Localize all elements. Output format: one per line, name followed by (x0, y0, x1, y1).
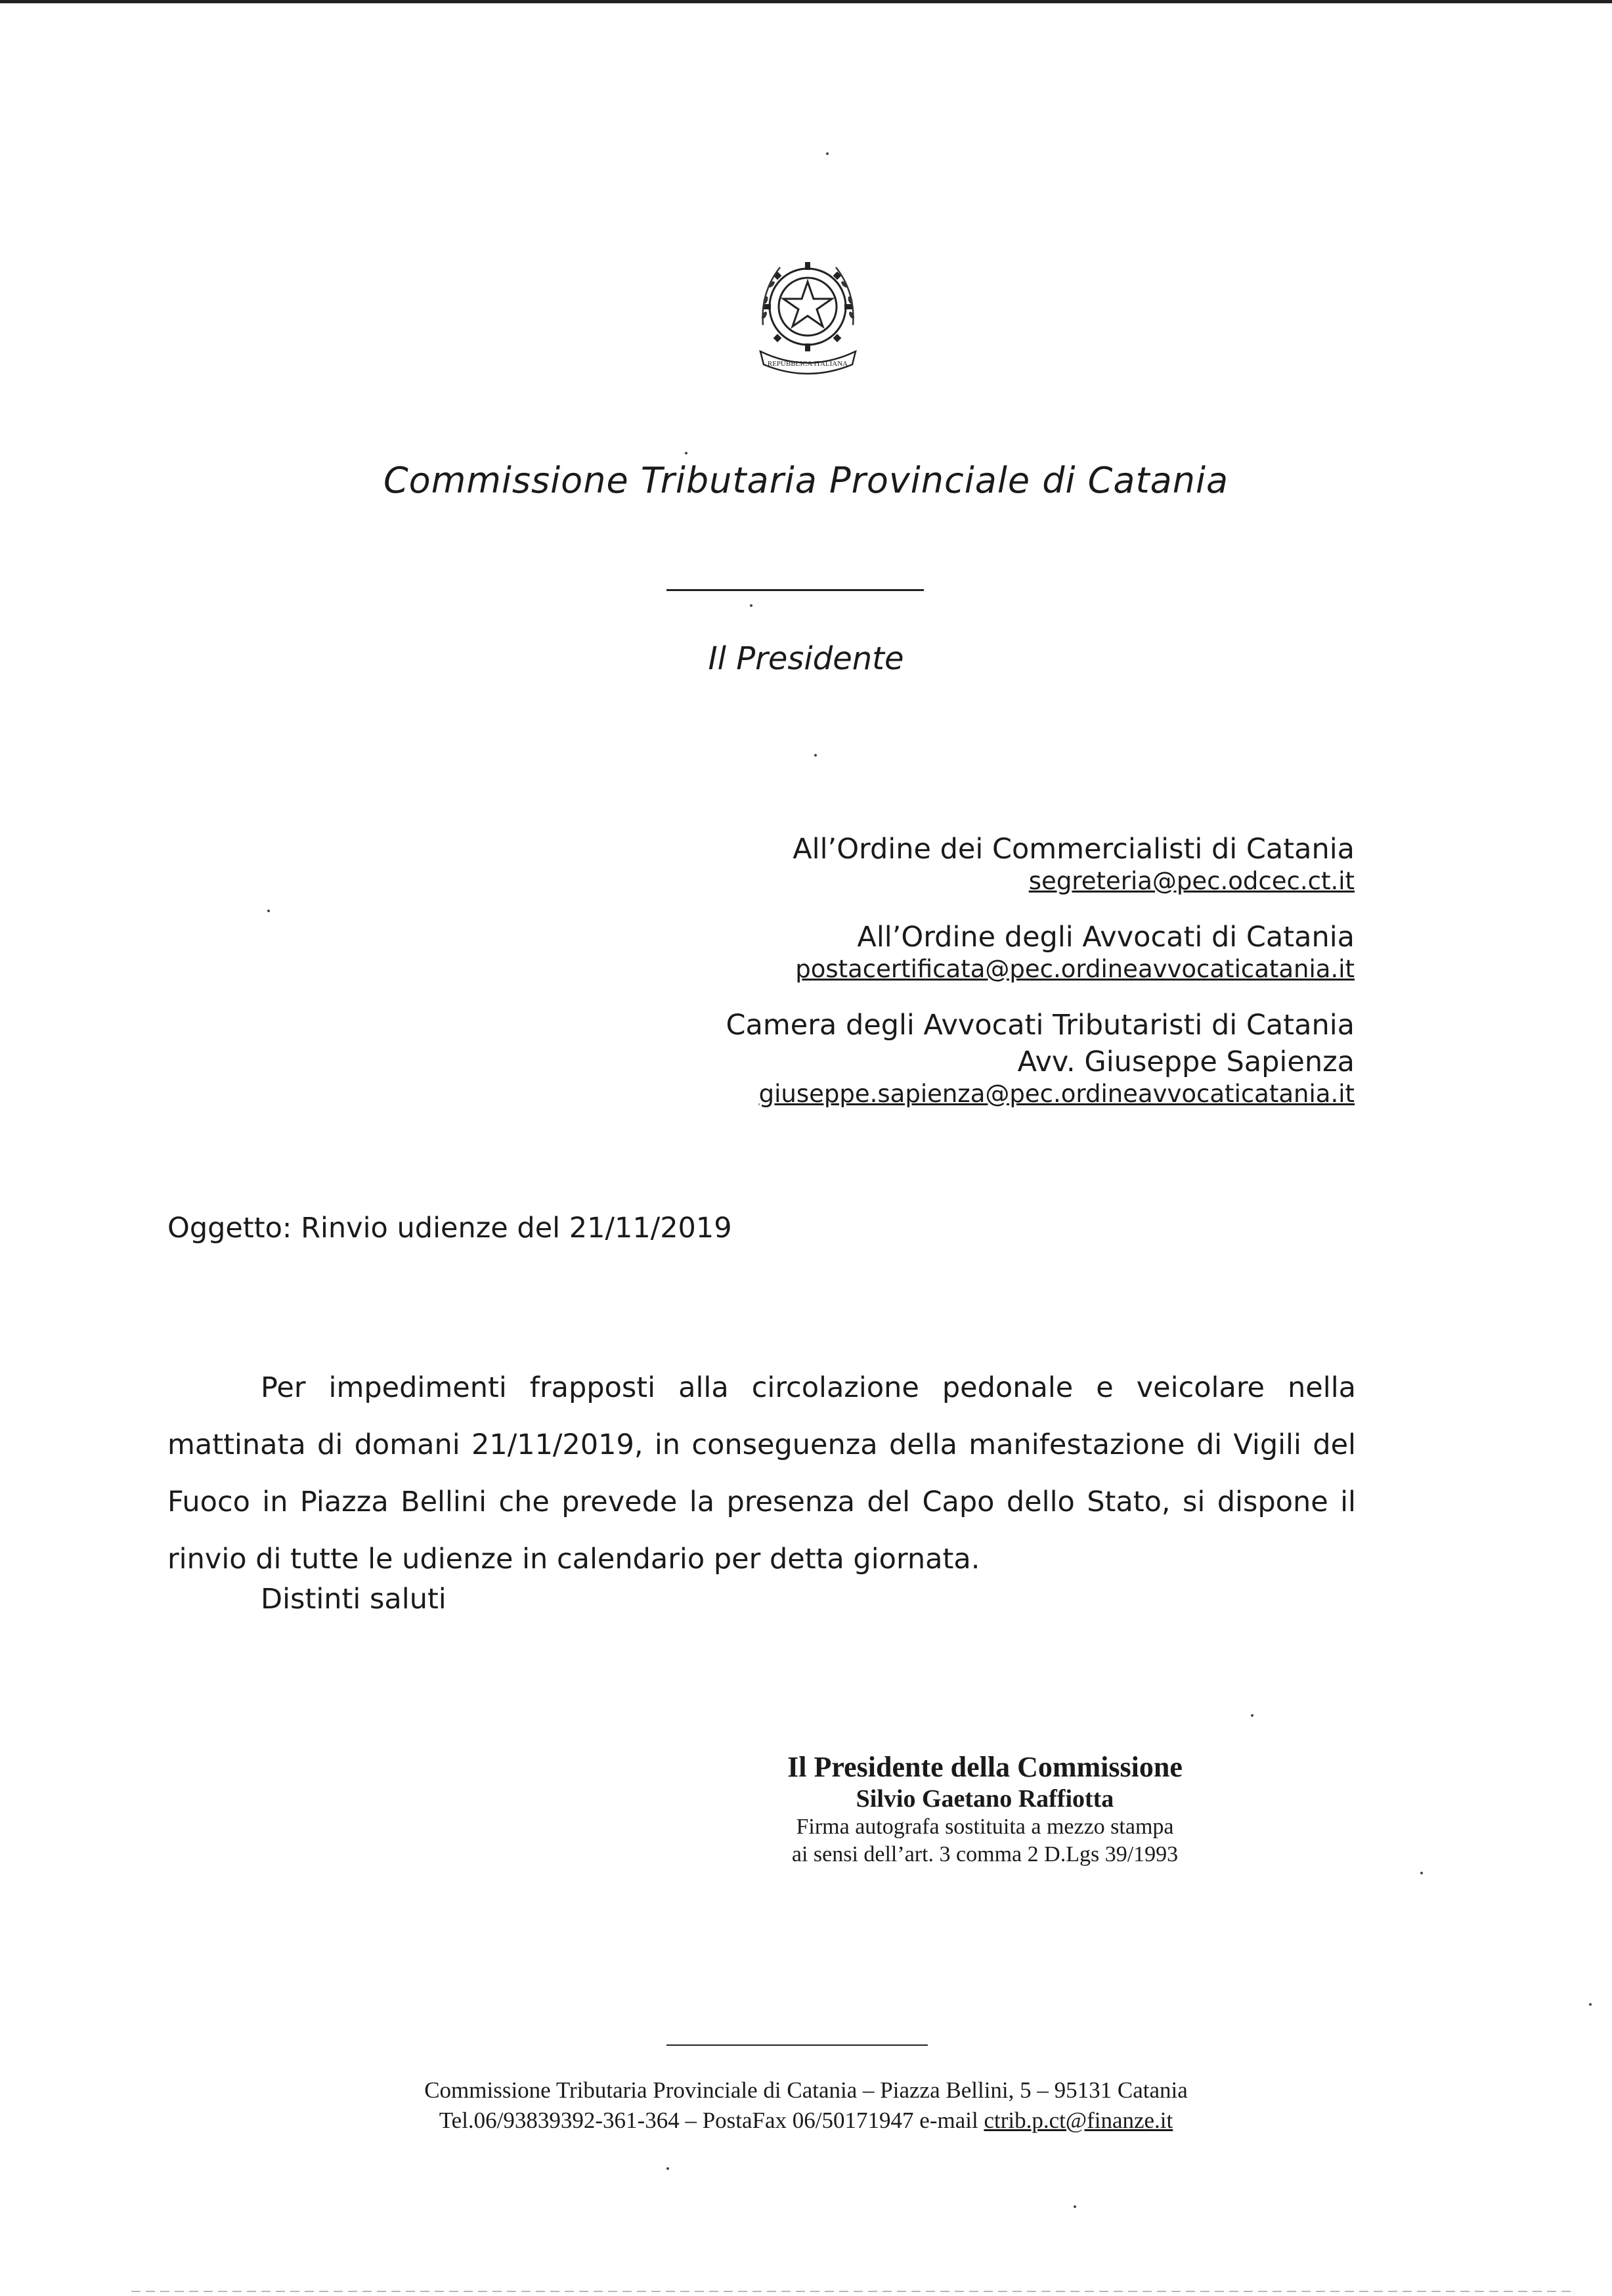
scan-speck (666, 2167, 669, 2170)
recipients-block (567, 831, 1355, 1132)
scan-top-border (0, 0, 1612, 3)
recipient-email-link[interactable]: segreteria@pec.odcec.ct.it (1028, 867, 1355, 895)
scan-speck (1074, 2205, 1076, 2208)
footer-email-link[interactable]: ctrib.p.ct@finanze.it (984, 2108, 1173, 2133)
recipient-name: All’Ordine degli Avvocati di Catania (857, 921, 1355, 954)
recipient-name: Camera degli Avvocati Tributaristi di Catania (726, 1009, 1355, 1042)
scan-bottom-noise (131, 2291, 1576, 2292)
subject-line: Oggetto: Rinvio udienze del 21/11/2019 (167, 1212, 732, 1245)
scan-speck (814, 754, 817, 757)
scan-speck (1420, 1872, 1423, 1874)
scan-speck (685, 452, 687, 454)
recipient-email-link[interactable]: giuseppe.sapienza@pec.ordineavvocaticatania.it (758, 1080, 1355, 1108)
letter-body: Per impedimenti frapposti alla circolazione pedonale e veicolare nella mattinata di domani 21/11/2019, in conseguenza della manifestazione di Vigili del Fuoco in Piazza Bellini che prevede la presenza del Capo dello Stato, si dispone il rinvio di tutte le udienze in calendario per detta giornata. (167, 1371, 1356, 1576)
recipient-camera-tributaristi (567, 1007, 1355, 1108)
signature-note: Firma autografa sostituita a mezzo stampa (796, 1815, 1174, 1839)
footer-address: Commissione Tributaria Provinciale di Catania – Piazza Bellini, 5 – 95131 Catania (424, 2077, 1188, 2103)
footer-contacts (0, 2106, 1612, 2136)
divider (666, 589, 924, 591)
office-title: Commissione Tributaria Provinciale di Catania (383, 460, 1229, 501)
repubblica-italiana-emblem-icon (754, 253, 862, 381)
recipient-odcec (567, 831, 1355, 895)
closing-greeting: Distinti saluti (261, 1583, 447, 1616)
president-title: Il Presidente (708, 640, 904, 677)
footer-phone-fax: Tel.06/93839392-361-364 – PostaFax 06/50171947 e-mail (439, 2108, 984, 2133)
footer (0, 2075, 1612, 2136)
recipient-email-link[interactable]: postacertificata@pec.ordineavvocaticatania.it (795, 955, 1355, 983)
recipient-name: All’Ordine dei Commercialisti di Catania (793, 833, 1355, 866)
emblem-ring-text: REPUBBLICA ITALIANA (767, 360, 848, 368)
signature-name: Silvio Gaetano Raffiotta (856, 1785, 1114, 1813)
recipient-contact-name: Avv. Giuseppe Sapienza (1017, 1046, 1355, 1078)
scan-speck (267, 910, 270, 912)
scan-speck (750, 604, 752, 607)
signature-title: Il Presidente della Commissione (787, 1751, 1183, 1783)
footer-divider (666, 2044, 928, 2046)
recipient-avvocati (567, 919, 1355, 983)
scan-speck (1589, 2003, 1592, 2006)
scan-speck (1251, 1714, 1253, 1717)
scan-speck (826, 152, 829, 155)
signature-legal-reference: ai sensi dell’art. 3 comma 2 D.Lgs 39/1993 (791, 1842, 1179, 1866)
signature-block (722, 1750, 1248, 1868)
